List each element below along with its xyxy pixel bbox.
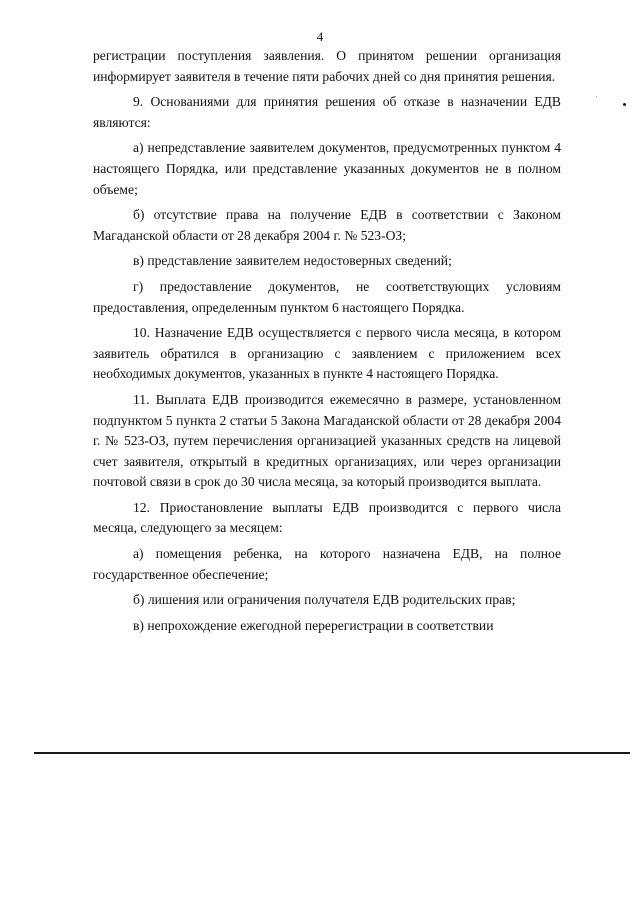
paragraph-item-12: 12. Приостановление выплаты ЕДВ производится с первого числа месяца, следующего за месяцем: — [93, 499, 561, 536]
bottom-divider-line — [34, 752, 630, 754]
paragraph-item-9a: а) непредставление заявителем документов, предусмотренных пунктом 4 настоящего Порядка, или представление указанных документов не в полном объеме; — [93, 140, 561, 197]
paragraph-item-10: 10. Назначение ЕДВ осуществляется с первого числа месяца, в котором заявитель обратился в организацию с заявлением с приложением всех необходимых документов, указанных в пункте 4 настоящего Порядка. — [93, 325, 561, 382]
paragraph-item-9g: г) предоставление документов, не соответствующих условиям предоставления, определенным пунктом 6 настоящего Порядка. — [93, 278, 561, 315]
scan-speck — [623, 103, 626, 106]
paragraph-item-12a: а) помещения ребенка, на которого назначена ЕДВ, на полное государственное обеспечение; — [93, 546, 561, 582]
paragraph-item-12b: б) лишения или ограничения получателя ЕДВ родительских прав; — [133, 592, 516, 608]
document-body — [93, 46, 561, 641]
page-number: 4 — [316, 29, 324, 44]
scan-speck — [596, 96, 597, 97]
paragraph-item-12v: в) непрохождение ежегодной перерегистрации в соответствии — [133, 617, 494, 633]
paragraph-item-9v: в) представление заявителем недостоверных сведений; — [133, 253, 452, 269]
paragraph-item-11: 11. Выплата ЕДВ производится ежемесячно в размере, установленном подпунктом 5 пункта 2 статьи 5 Закона Магаданской области от 28 декабря 2004 г. № 523-ОЗ, путем перечисления организацией указанных средств на лицевой счет заявителя, открытый в кредитных организациях, или через организации почтовой связи в срок до 30 числа месяца, за который производится выплата. — [93, 391, 561, 490]
paragraph-item-9b: б) отсутствие права на получение ЕДВ в соответствии с Законом Магаданской области от 28 декабря 2004 г. № 523-ОЗ; — [93, 207, 561, 243]
paragraph-item-9: 9. Основаниями для принятия решения об отказе в назначении ЕДВ являются: — [93, 94, 561, 130]
paragraph-continuation: регистрации поступления заявления. О принятом решении организация информирует заявителя в течение пяти рабочих дней со дня принятия решения. — [93, 48, 561, 84]
